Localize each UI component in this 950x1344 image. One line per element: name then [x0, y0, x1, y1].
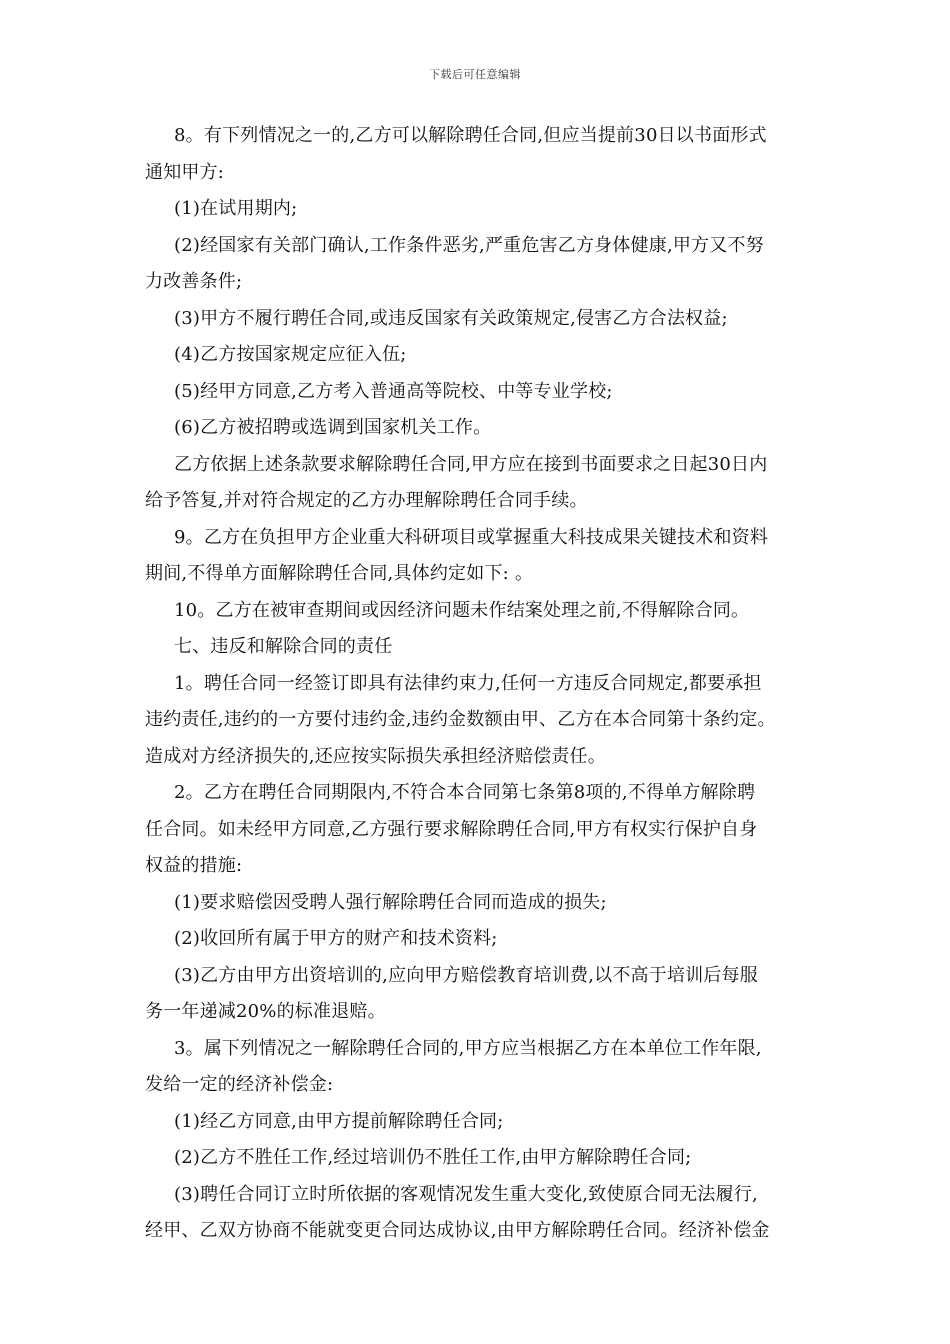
text-line: 给予答复,并对符合规定的乙方办理解除聘任合同手续。 [145, 490, 588, 511]
text-line: 通知甲方: [145, 161, 225, 183]
text-line: 10。乙方在被审查期间或因经济问题未作结案处理之前,不得解除合同。 [174, 599, 750, 621]
document-body [145, 118, 821, 1250]
text-line: (1)要求赔偿因受聘人强行解除聘任合同而造成的损失; [174, 891, 607, 913]
text-line: 任合同。如未经甲方同意,乙方强行要求解除聘任合同,甲方有权实行保护自身 [145, 818, 758, 840]
text-line: 违约责任,违约的一方要付违约金,违约金数额由甲、乙方在本合同第十条约定。 [145, 709, 776, 730]
text-line: 3。属下列情况之一解除聘任合同的,甲方应当根据乙方在本单位工作年限, [174, 1037, 762, 1059]
text-line: 9。乙方在负担甲方企业重大科研项目或掌握重大科技成果关键技术和资料 [174, 526, 769, 548]
text-line: 权益的措施: [145, 855, 243, 876]
text-line: 8。有下列情况之一的,乙方可以解除聘任合同,但应当提前30日以书面形式 [174, 125, 767, 146]
text-line: 经甲、乙双方协商不能就变更合同达成协议,由甲方解除聘任合同。经济补偿金 [145, 1220, 770, 1241]
text-line: 造成对方经济损失的,还应按实际损失承担经济赔偿责任。 [145, 745, 606, 767]
text-line: (6)乙方被招聘或选调到国家机关工作。 [174, 417, 492, 438]
text-line: (3)聘任合同订立时所依据的客观情况发生重大变化,致使原合同无法履行, [174, 1183, 758, 1205]
header-note: 下载后可任意编辑 [429, 68, 521, 81]
text-line: (4)乙方按国家规定应征入伍; [174, 344, 407, 365]
text-line: (5)经甲方同意,乙方考入普通高等院校、中等专业学校; [174, 380, 613, 402]
text-line: (3)乙方由甲方出资培训的,应向甲方赔偿教育培训费,以不高于培训后每服 [174, 964, 758, 986]
text-line: 务一年递减20%的标准退赔。 [145, 1001, 386, 1022]
text-line: 乙方依据上述条款要求解除聘任合同,甲方应在接到书面要求之日起30日内 [174, 453, 768, 475]
text-line: 七、违反和解除合同的责任 [174, 636, 393, 657]
text-line: (2)经国家有关部门确认,工作条件恶劣,严重危害乙方身体健康,甲方又不努 [174, 234, 764, 256]
text-line: 2。乙方在聘任合同期限内,不符合本合同第七条第8项的,不得单方解除聘 [174, 782, 756, 803]
text-line: 1。聘任合同一经签订即具有法律约束力,任何一方违反合同规定,都要承担 [174, 672, 762, 694]
text-line: (3)甲方不履行聘任合同,或违反国家有关政策规定,侵害乙方合法权益; [174, 307, 728, 329]
text-line: (1)在试用期内; [174, 198, 298, 219]
text-line: 力改善条件; [145, 271, 243, 292]
text-line: 发给一定的经济补偿金: [145, 1074, 334, 1095]
text-line: (2)乙方不胜任工作,经过培训仍不胜任工作,由甲方解除聘任合同; [174, 1147, 692, 1168]
text-line: (1)经乙方同意,由甲方提前解除聘任合同; [174, 1110, 504, 1132]
text-line: 期间,不得单方面解除聘任合同,具体约定如下: 。 [145, 563, 534, 584]
text-line: (2)收回所有属于甲方的财产和技术资料; [174, 928, 498, 949]
